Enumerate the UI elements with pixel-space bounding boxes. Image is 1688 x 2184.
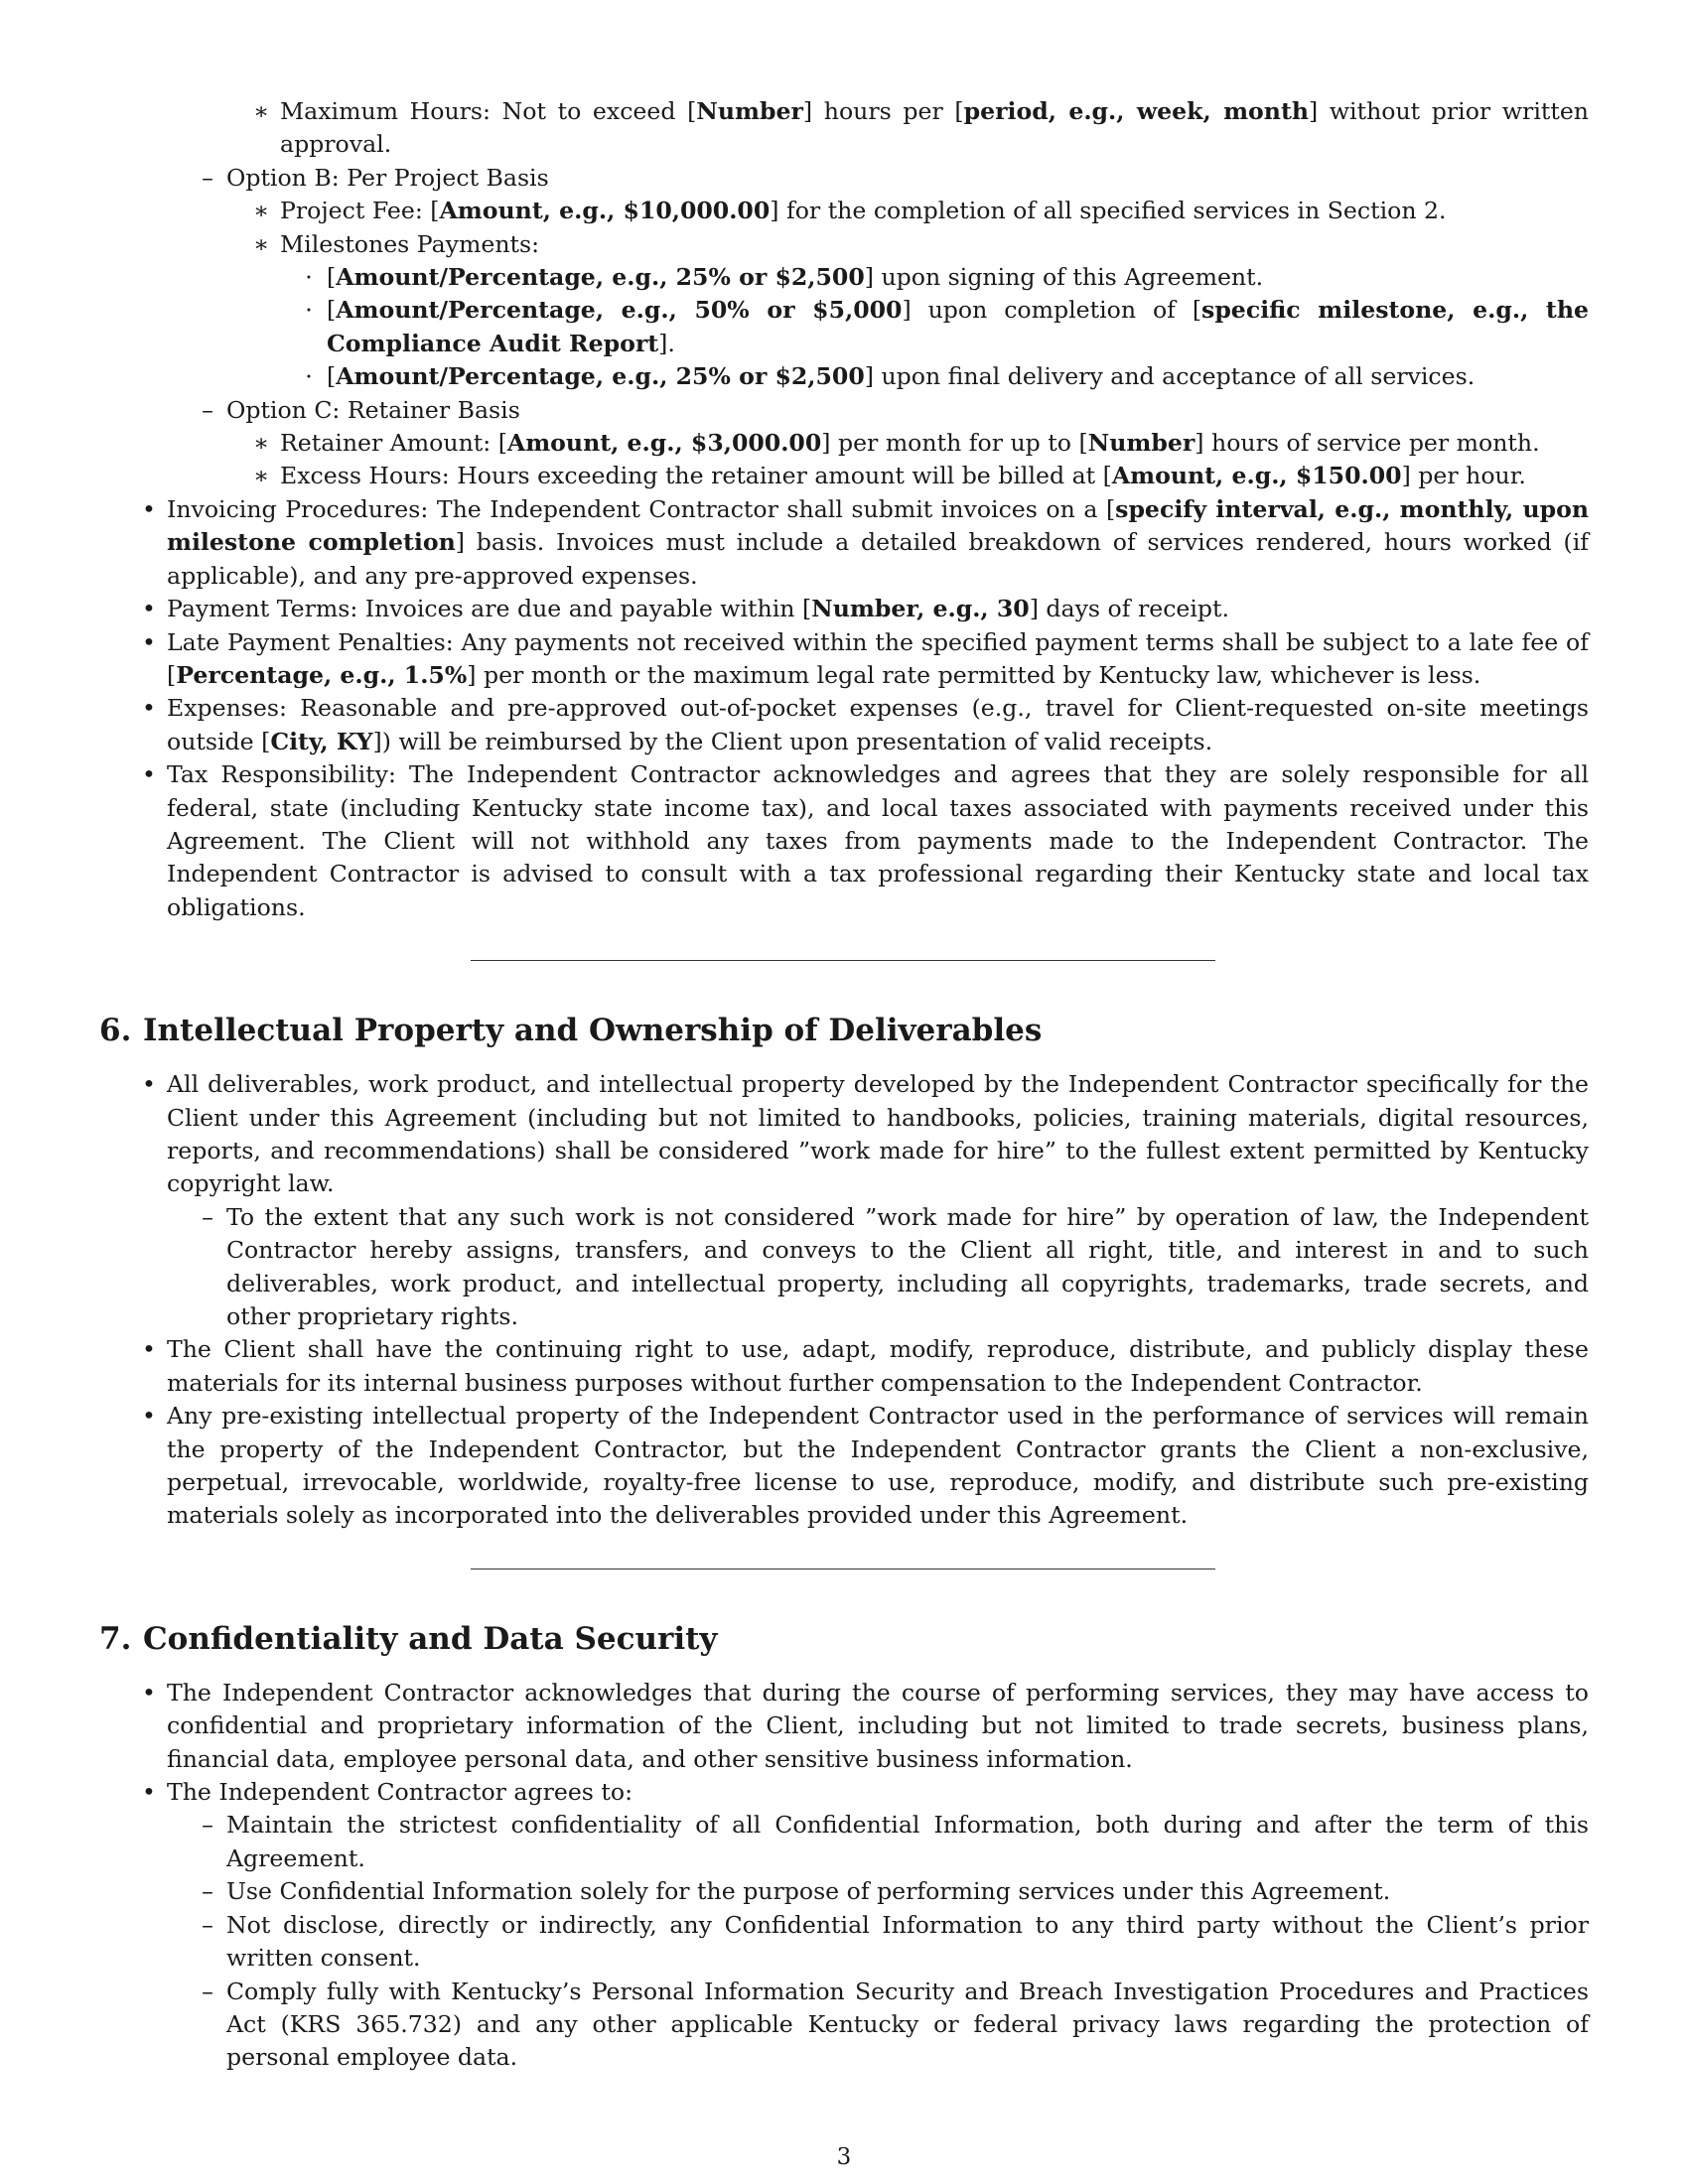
text: ] upon signing of this Agreement. <box>864 263 1264 292</box>
text: Maintain the strictest confidentiality of all Confidential Information, both during and after the term of this Agreement. <box>226 1811 1589 1872</box>
dash-marker: – <box>202 163 213 192</box>
bullet-marker: • <box>142 1070 156 1099</box>
star-marker: ∗ <box>252 462 270 490</box>
text: Maximum Hours: Not to exceed [ <box>280 97 697 125</box>
bullet-marker: • <box>142 627 156 656</box>
bullet-marker: • <box>142 595 156 623</box>
list-item-invoicing <box>99 493 1589 593</box>
placeholder-number: Number <box>696 97 803 125</box>
list-item-maximum-hours <box>99 95 1589 162</box>
placeholder-amount: Amount/Percentage, e.g., 25% or $2,500 <box>336 263 865 292</box>
placeholder-milestone: specific milestone, e.g., the Compliance Audit Report <box>327 296 1589 357</box>
list-item-milestones <box>99 228 1589 261</box>
text: Tax Responsibility: The Independent Contractor acknowledges and agrees that they are solely responsible for all federal, state (including Kentucky state income tax), and local taxes associated with payments received under this Agreement. The Client will not withhold any taxes from payments made to the Independent Contractor. The Independent Contractor is advised to consult with a tax professional regarding their Kentucky state and local tax obligations. <box>167 760 1589 921</box>
dash-marker: – <box>202 1877 213 1906</box>
text: Milestones Payments: <box>280 229 540 258</box>
list-item-option-b <box>99 162 1589 195</box>
dash-marker: – <box>202 1977 213 2005</box>
text: ] hours of service per month. <box>1195 429 1540 458</box>
placeholder-period: period, e.g., week, month <box>963 97 1309 125</box>
text: [ <box>327 263 337 292</box>
section-title: Intellectual Property and Ownership of Deliverables <box>143 1013 1043 1049</box>
text: Option C: Retainer Basis <box>226 395 520 424</box>
text: Excess Hours: Hours exceeding the retainer amount will be billed at [ <box>280 462 1112 490</box>
placeholder-amount: Amount/Percentage, e.g., 50% or $5,000 <box>336 296 903 325</box>
section-divider <box>471 960 1215 961</box>
text: The Client shall have the continuing right to use, adapt, modify, reproduce, distribute, and publicly display these materials for its internal business purposes without further compensation to the Independent Contractor. <box>167 1335 1589 1397</box>
section-6-heading <box>99 1011 1589 1050</box>
list-item-assignment <box>99 1201 1589 1334</box>
placeholder-city: City, KY <box>270 727 373 755</box>
star-marker: ∗ <box>252 229 270 258</box>
section-7-list <box>99 1677 1589 2075</box>
bullet-marker: • <box>142 1335 156 1364</box>
bullet-marker: • <box>142 760 156 789</box>
text: ] per hour. <box>1401 462 1526 490</box>
list-item-retainer-amount <box>99 427 1589 460</box>
text: Comply fully with Kentucky’s Personal Information Security and Breach Investigation Procedures and Practices Act (KRS 365.732) and any other applicable Kentucky or federal privacy laws regarding the protection of personal employee data. <box>226 1977 1589 2072</box>
dash-marker: – <box>202 1910 213 1939</box>
bullet-marker: • <box>142 1778 156 1807</box>
text: ] upon final delivery and acceptance of all services. <box>864 362 1476 391</box>
document-page <box>99 95 1589 2075</box>
text: Option B: Per Project Basis <box>226 163 549 192</box>
dot-marker: · <box>305 263 313 292</box>
text: ] for the completion of all specified services in Section 2. <box>770 197 1447 225</box>
text: [ <box>327 296 337 325</box>
bullet-marker: • <box>142 694 156 723</box>
dot-marker: · <box>305 296 313 325</box>
placeholder-number: Number, e.g., 30 <box>811 595 1030 623</box>
list-item-excess-hours <box>99 460 1589 492</box>
text: Retainer Amount: [ <box>280 429 507 458</box>
list-item-milestone-3 <box>99 360 1589 393</box>
text: ] per month or the maximum legal rate permitted by Kentucky law, whichever is less. <box>467 660 1481 689</box>
placeholder-amount: Amount, e.g., $3,000.00 <box>506 429 822 458</box>
list-item-expenses <box>99 692 1589 758</box>
text: ] basis. Invoices must include a detailed breakdown of services rendered, hours worked (if applicable), and any pre-approved expenses. <box>167 528 1589 590</box>
list-item-milestone-2 <box>99 294 1589 360</box>
text: ]. <box>658 329 675 357</box>
text: The Independent Contractor acknowledges that during the course of performing services, they may have access to confidential and proprietary information of the Client, including but not limited to trade secrets, business plans, financial data, employee personal data, and other sensitive business information. <box>167 1678 1589 1773</box>
list-item-confidential-access <box>99 1677 1589 1776</box>
list-item-milestone-1 <box>99 261 1589 294</box>
section-7-heading <box>99 1619 1589 1659</box>
list-item-maintain-confidentiality <box>99 1809 1589 1875</box>
list-item-comply-krs <box>99 1976 1589 2075</box>
list-item-tax <box>99 758 1589 924</box>
placeholder-amount: Amount/Percentage, e.g., 25% or $2,500 <box>336 362 865 391</box>
text: Not disclose, directly or indirectly, any Confidential Information to any third party without the Client’s prior written consent. <box>226 1910 1589 1973</box>
section-title: Confidentiality and Data Security <box>143 1620 718 1657</box>
placeholder-interval: specify interval, e.g., monthly, upon milestone completion <box>167 494 1590 557</box>
list-item-client-rights <box>99 1333 1589 1400</box>
text: Invoicing Procedures: The Independent Contractor shall submit invoices on a [ <box>167 494 1116 523</box>
payment-terms-list <box>99 95 1589 924</box>
bullet-marker: • <box>142 1402 156 1431</box>
text: ] without prior written approval. <box>280 97 1589 159</box>
text: ] per month for up to [ <box>821 429 1088 458</box>
list-item-pre-existing-ip <box>99 1400 1589 1533</box>
text: Project Fee: [ <box>280 197 440 225</box>
section-6-list <box>99 1068 1589 1533</box>
dash-marker: – <box>202 1202 213 1231</box>
section-divider <box>471 1569 1215 1570</box>
text: Late Payment Penalties: Any payments not received within the specified payment terms shall be subject to a late fee of [ <box>167 627 1589 689</box>
text: Expenses: Reasonable and pre-approved out-of-pocket expenses (e.g., travel for Client-requested on-site meetings outside [ <box>167 694 1589 755</box>
text: ] upon completion of [ <box>902 296 1202 325</box>
placeholder-number: Number <box>1087 429 1196 458</box>
placeholder-percentage: Percentage, e.g., 1.5% <box>176 660 468 689</box>
text: Payment Terms: Invoices are due and payable within [ <box>167 595 812 623</box>
list-item-work-for-hire <box>99 1068 1589 1201</box>
star-marker: ∗ <box>252 429 270 458</box>
page-number: 3 <box>836 2144 852 2170</box>
text: [ <box>327 362 337 391</box>
text: Any pre-existing intellectual property of the Independent Contractor used in the performance of services will remain the property of the Independent Contractor, but the Independent Contractor grants the Client a non-exclusive, perpetual, irrevocable, worldwide, royalty-free license to use, reproduce, modify, and distribute such pre-existing materials solely as incorporated into the deliverables provided under this Agreement. <box>167 1402 1589 1530</box>
text: ] days of receipt. <box>1029 595 1229 623</box>
list-item-option-c <box>99 394 1589 427</box>
text: ]) will be reimbursed by the Client upon presentation of valid receipts. <box>372 727 1213 755</box>
text: Use Confidential Information solely for the purpose of performing services under this Agreement. <box>226 1877 1391 1906</box>
section-number: 7. <box>99 1620 132 1657</box>
star-marker: ∗ <box>252 97 270 125</box>
text: To the extent that any such work is not considered ”work made for hire” by operation of law, the Independent Contractor hereby assigns, transfers, and conveys to the Client all right, title, and interest in and to such deliverables, work product, and intellectual property, including all copyrights, trademarks, trade secrets, and other proprietary rights. <box>226 1202 1589 1330</box>
section-number: 6. <box>99 1013 132 1049</box>
list-item-project-fee <box>99 195 1589 227</box>
bullet-marker: • <box>142 1678 156 1706</box>
bullet-marker: • <box>142 494 156 523</box>
list-item-contractor-agrees <box>99 1776 1589 1809</box>
dash-marker: – <box>202 1811 213 1840</box>
list-item-not-disclose <box>99 1909 1589 1976</box>
dot-marker: · <box>305 362 313 391</box>
text: The Independent Contractor agrees to: <box>167 1778 633 1807</box>
placeholder-amount: Amount, e.g., $10,000.00 <box>439 197 771 225</box>
text: All deliverables, work product, and intellectual property developed by the Independent Contractor specifically for the Client under this Agreement (including but not limited to handbooks, policies, training materials, digital resources, reports, and recommendations) shall be considered ”work made for hire” to the fullest extent permitted by Kentucky copyright law. <box>167 1070 1589 1198</box>
placeholder-amount: Amount, e.g., $150.00 <box>1111 462 1402 490</box>
list-item-payment-terms <box>99 593 1589 625</box>
list-item-late-penalties <box>99 626 1589 693</box>
dash-marker: – <box>202 395 213 424</box>
text: ] hours per [ <box>802 97 964 125</box>
list-item-use-solely <box>99 1875 1589 1908</box>
star-marker: ∗ <box>252 197 270 225</box>
